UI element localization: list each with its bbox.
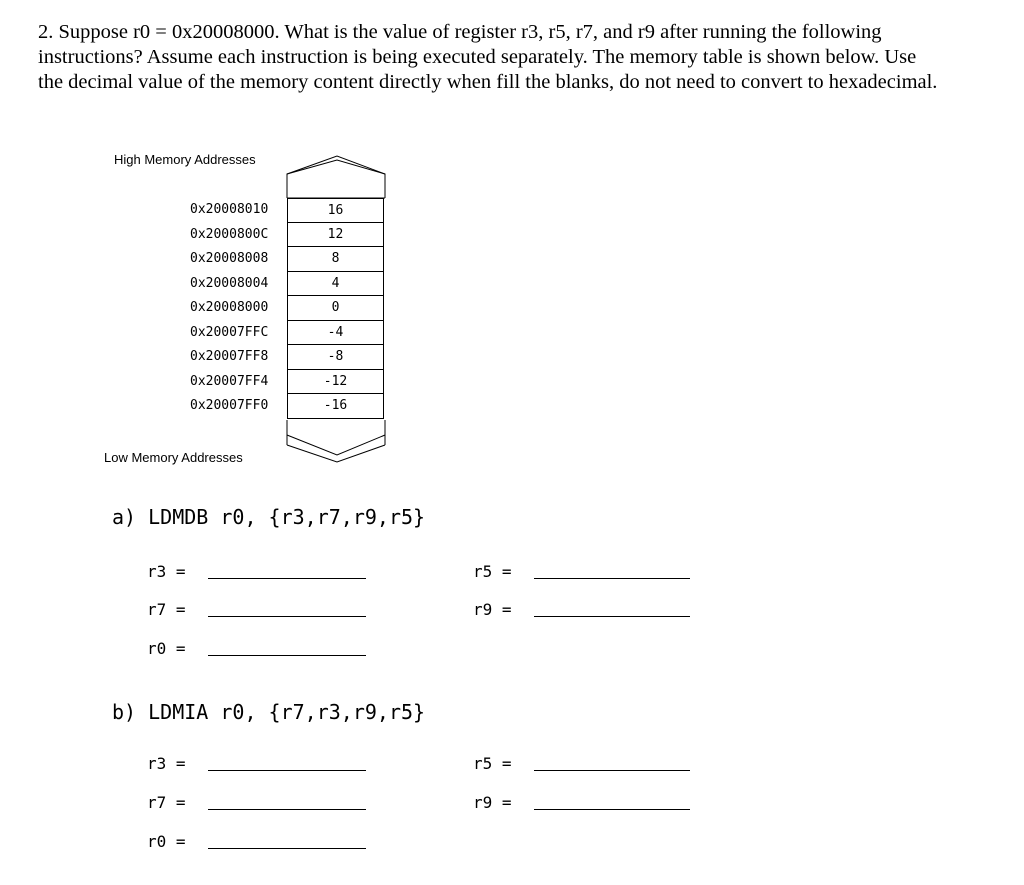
part-b-r7-label: r7 = [147,793,186,812]
memory-address: 0x20008008 [190,251,269,266]
part-b-r3-label: r3 = [147,754,186,773]
question-text [38,20,988,95]
part-a-r3-blank[interactable] [208,578,366,579]
memory-value: 0 [287,296,384,321]
memory-bottom-break-inner [287,445,385,462]
memory-value: -12 [287,370,384,395]
memory-address: 0x20007FF0 [190,398,269,413]
part-b-r5-blank[interactable] [534,770,690,771]
part-a-r5-blank[interactable] [534,578,690,579]
part-b-instruction: b) LDMIA r0, {r7,r3,r9,r5} [112,700,426,724]
part-a-instruction: a) LDMDB r0, {r3,r7,r9,r5} [112,505,426,529]
memory-top-break-inner [287,160,385,185]
memory-value: 8 [287,247,384,272]
memory-value: 4 [287,272,384,297]
memory-address: 0x2000800C [190,226,269,242]
part-b-r0-label: r0 = [147,832,186,851]
memory-address: 0x20008000 [190,300,269,315]
memory-value: -8 [287,345,384,370]
low-memory-label: Low Memory Addresses [104,450,243,465]
question-line: 2. Suppose r0 = 0x20008000. What is the value of register r3, r5, r7, and r9 after running the following [38,21,882,43]
part-b-r7-blank[interactable] [208,809,366,810]
part-a-r7-label: r7 = [147,600,186,619]
part-a-r5-label: r5 = [473,562,512,581]
part-a-r0-blank[interactable] [208,655,366,656]
question-line: instructions? Assume each instruction is being executed separately. The memory table is shown below. Use [38,46,917,68]
memory-address: 0x20007FF8 [190,349,269,364]
memory-address: 0x20007FF4 [190,373,269,389]
memory-address: 0x20008004 [190,275,269,291]
memory-value: 12 [287,223,384,248]
memory-value: 16 [287,198,384,223]
part-b-r5-label: r5 = [473,754,512,773]
part-b-r9-label: r9 = [473,793,512,812]
memory-address: 0x20008010 [190,202,269,217]
part-a-r9-label: r9 = [473,600,512,619]
part-a-r0-label: r0 = [147,639,186,658]
part-b-r9-blank[interactable] [534,809,690,810]
part-b-r3-blank[interactable] [208,770,366,771]
part-b-r0-blank[interactable] [208,848,366,849]
high-memory-label: High Memory Addresses [114,152,256,167]
memory-address: 0x20007FFC [190,324,269,340]
part-a-r9-blank[interactable] [534,616,690,617]
memory-bottom-break [287,435,385,455]
part-a-r7-blank[interactable] [208,616,366,617]
part-a-r3-label: r3 = [147,562,186,581]
question-line: the decimal value of the memory content directly when fill the blanks, do not need to convert to hexadecimal. [38,71,938,93]
memory-value: -4 [287,321,384,346]
memory-value: -16 [287,394,384,419]
